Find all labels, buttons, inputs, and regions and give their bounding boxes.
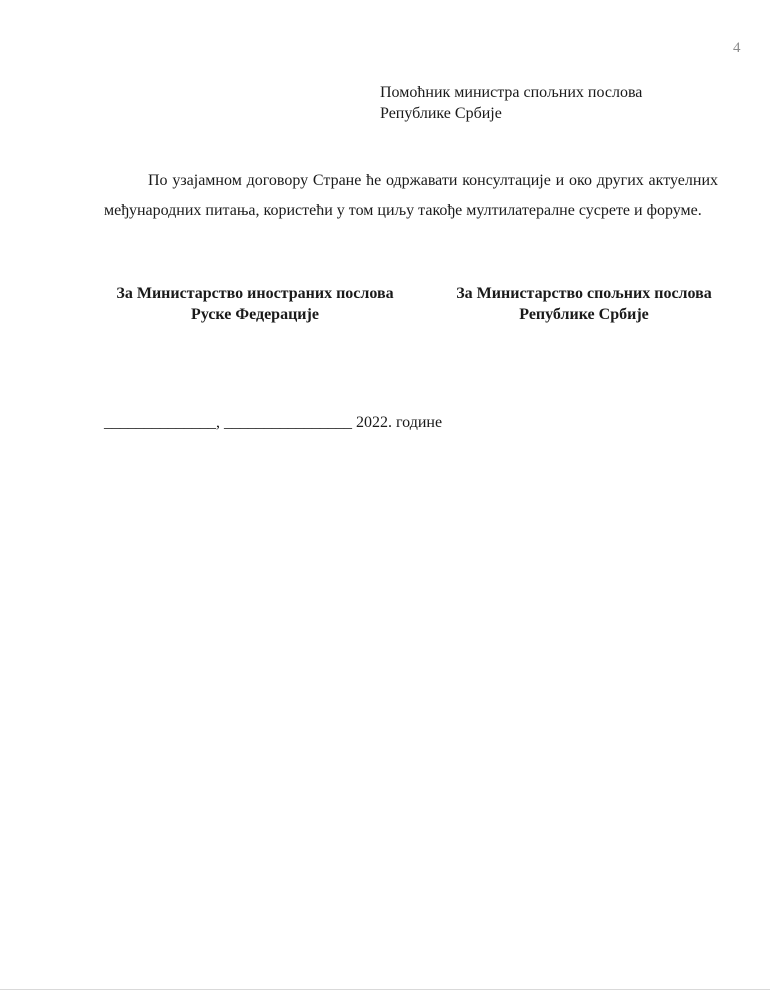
page-bottom-divider (0, 989, 770, 990)
signature-right-line-2: Републике Србије (519, 306, 649, 323)
assistant-title-line-2: Републике Србије (380, 105, 502, 122)
date-line: ______________, ________________ 2022. године (104, 414, 443, 431)
signature-block-serbia (434, 283, 734, 325)
assistant-title-line-1: Помоћник министра спољних послова (380, 84, 643, 101)
assistant-minister-title (380, 82, 642, 124)
signature-left-line-1: За Министарство иностраних послова (116, 285, 394, 302)
page-number: 4 (733, 40, 741, 56)
signature-right-line-1: За Министарство спољних послова (456, 285, 712, 302)
signature-left-line-2: Руске Федерације (191, 306, 319, 323)
signature-block-russia (96, 283, 414, 325)
body-paragraph: По узајамном договору Стране ће одржавати консултације и око других актуелних међународних питања, користећи у том циљу такође мултилатералне сусрете и форуме. (104, 172, 718, 219)
